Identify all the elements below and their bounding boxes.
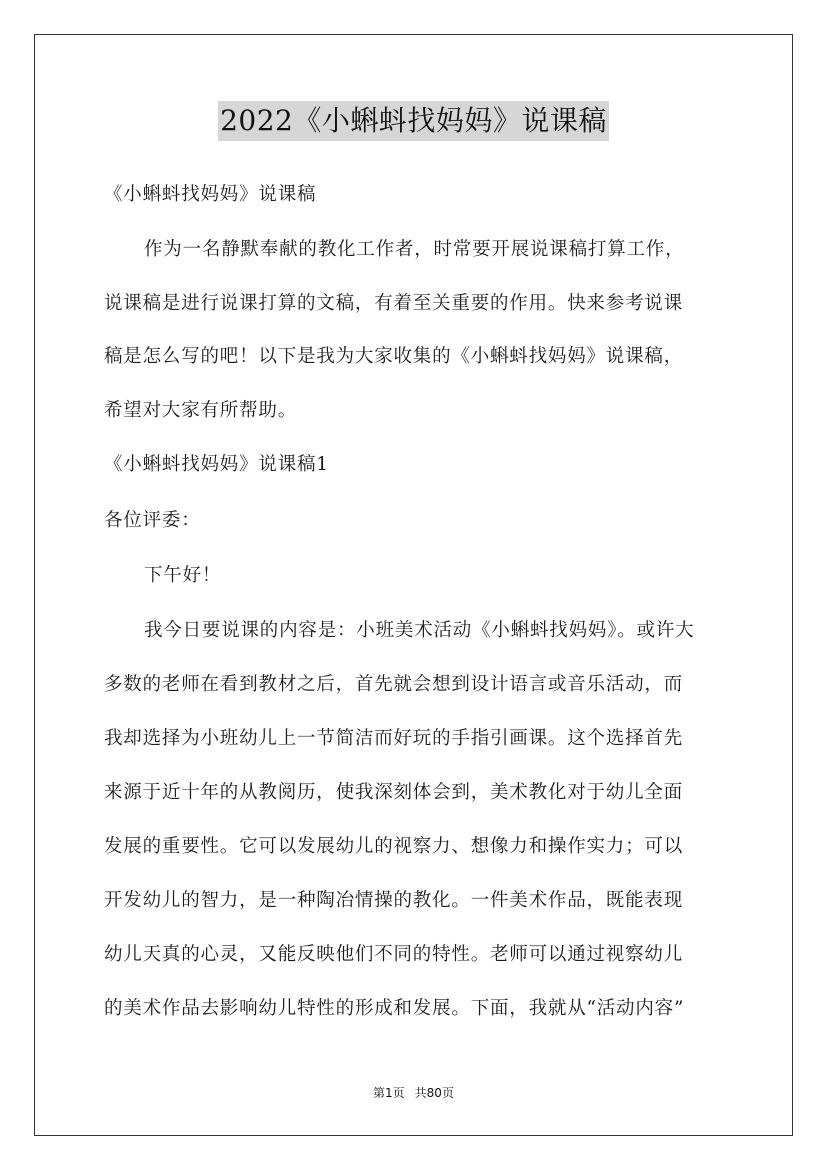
body-line: 开发幼儿的智力，是一种陶冶情操的教化。一件美术作品，既能表现 — [104, 890, 684, 911]
page-total: 共80页 — [414, 1086, 454, 1100]
body-line: 我却选择为小班幼儿上一节简洁而好玩的手指引画课。这个选择首先 — [104, 728, 684, 749]
body-line: 来源于近十年的从教阅历，使我深刻体会到，美术教化对于幼儿全面 — [104, 782, 684, 803]
page-number: 第1页 — [373, 1086, 405, 1100]
body-line: 发展的重要性。它可以发展幼儿的视察力、想像力和操作实力；可以 — [104, 836, 684, 857]
intro-line: 说课稿是进行说课打算的文稿，有着至关重要的作用。快来参考说课 — [104, 293, 684, 314]
intro-line: 稿是怎么写的吧！以下是我为大家收集的《小蝌蚪找妈妈》说课稿， — [104, 346, 684, 367]
intro-line: 希望对大家有所帮助。 — [104, 400, 298, 421]
body-line: 幼儿天真的心灵，又能反映他们不同的特性。老师可以通过视察幼儿 — [104, 944, 684, 965]
body-line: 我今日要说课的内容是：小班美术活动《小蝌蚪找妈妈》。或许大 — [144, 620, 695, 641]
document-title: 2022《小蝌蚪找妈妈》说课稿 — [218, 101, 609, 141]
body-line: 的美术作品去影响幼儿特性的形成和发展。下面，我就从“活动内容” — [104, 998, 685, 1019]
document-title-wrap — [0, 101, 827, 141]
greeting: 下午好！ — [144, 565, 222, 586]
salutation: 各位评委： — [104, 510, 201, 531]
page-footer — [0, 1084, 827, 1101]
body-line: 多数的老师在看到教材之后，首先就会想到设计语言或音乐活动，而 — [104, 674, 684, 695]
section-heading: 《小蝌蚪找妈妈》说课稿1 — [104, 454, 329, 475]
intro-line: 作为一名静默奉献的教化工作者，时常要开展说课稿打算工作， — [144, 239, 685, 260]
subtitle: 《小蝌蚪找妈妈》说课稿 — [104, 184, 317, 205]
